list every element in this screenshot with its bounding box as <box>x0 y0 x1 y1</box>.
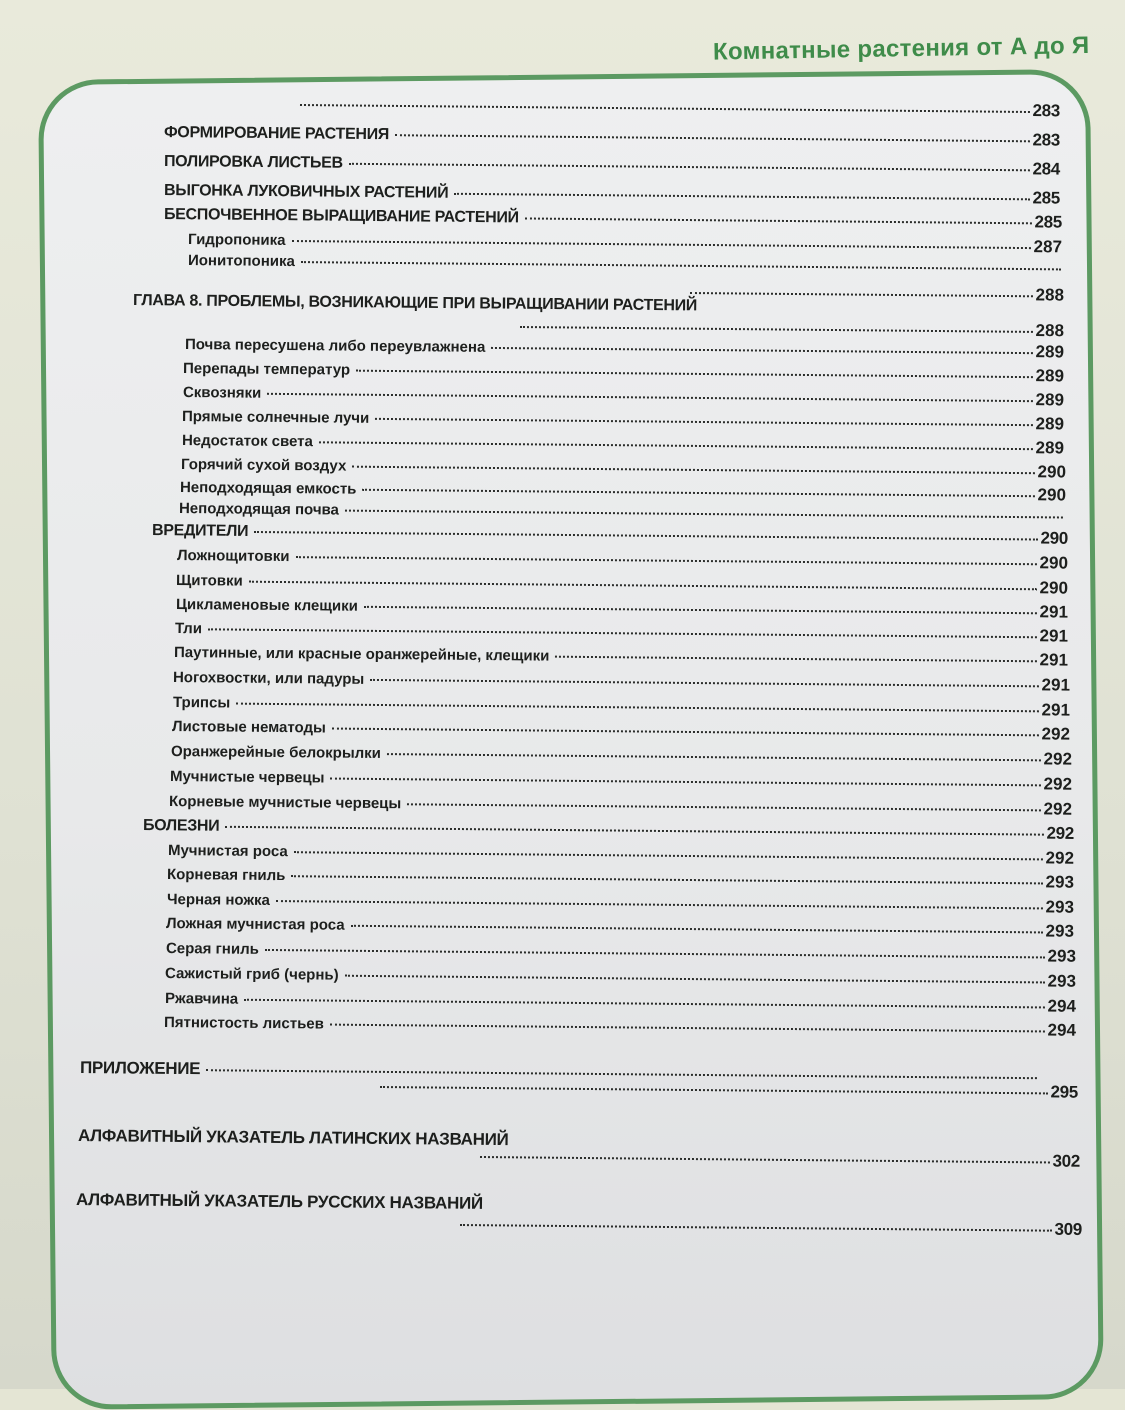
toc-entry <box>78 1126 480 1150</box>
toc-dot-leader <box>362 489 1034 497</box>
toc-entry-label: ВЫГОНКА ЛУКОВИЧНЫХ РАСТЕНИЙ <box>164 182 449 203</box>
toc-dot-leader <box>345 510 1063 519</box>
toc-entry-page-number: 290 <box>1037 462 1066 482</box>
toc-entry-label: Гидропоника <box>188 231 286 249</box>
toc-entry-label: Мучнистые червецы <box>170 768 325 786</box>
toc-dot-leader <box>407 803 1040 811</box>
toc-entry <box>166 913 1074 942</box>
toc-entry-page-number: 309 <box>1054 1220 1082 1240</box>
toc-dot-leader <box>352 466 1034 475</box>
toc-entry-label: Ржавчина <box>165 990 238 1008</box>
toc-dot-leader <box>249 581 1037 591</box>
toc-dot-leader <box>555 656 1036 663</box>
toc-entry-page-number: 290 <box>1039 553 1068 573</box>
toc-entry-page-number: 289 <box>1035 366 1064 386</box>
toc-entry-page-number: 293 <box>1047 971 1076 991</box>
toc-entry-label: Серая гниль <box>166 940 259 958</box>
toc-entry-label: ВРЕДИТЕЛИ <box>152 522 248 541</box>
toc-entry-page-number: 290 <box>1037 485 1066 505</box>
toc-entry-label: Ногохвостки, или падуры <box>173 669 364 688</box>
toc-entry-label: Сквозняки <box>183 384 261 402</box>
toc-dot-leader <box>244 999 1044 1009</box>
toc-entry-page-number: 289 <box>1035 438 1064 458</box>
toc-entry <box>690 282 1064 306</box>
toc-dot-leader <box>319 441 1033 450</box>
toc-dot-leader <box>375 418 1032 426</box>
toc-entry-page-number: 290 <box>1040 529 1068 549</box>
toc-entry-page-number: 291 <box>1041 675 1070 695</box>
toc-entry <box>183 358 1064 386</box>
toc-entry <box>76 1190 452 1214</box>
toc-dot-leader <box>330 1024 1045 1033</box>
toc-entry <box>173 667 1070 696</box>
toc-dot-leader <box>491 347 1032 354</box>
toc-entry-page-number: 292 <box>1041 724 1070 744</box>
toc-entry-label: Тли <box>175 620 202 637</box>
toc-dot-leader <box>295 556 1036 565</box>
toc-entry-label: Почва пересушена либо переувлажнена <box>185 336 486 356</box>
toc-entry <box>174 642 1068 671</box>
toc-entry <box>152 520 1068 549</box>
toc-entry-label: Паутинные, или красные оранжерейные, клещики <box>174 644 550 665</box>
toc-entry-label: Горячий сухой воздух <box>181 456 347 475</box>
toc-dot-leader <box>330 778 1040 787</box>
toc-dot-leader <box>345 975 1045 984</box>
toc-entry <box>164 151 1060 180</box>
toc-dot-leader <box>276 900 1043 909</box>
toc-entry <box>183 382 1064 410</box>
toc-entry-page-number: 292 <box>1043 799 1072 819</box>
toc-entry-page-number: 293 <box>1045 897 1074 917</box>
toc-dot-leader <box>349 163 1030 172</box>
toc-entry-label: Ионитопоника <box>188 252 295 270</box>
toc-entry <box>164 122 1060 151</box>
toc-dot-leader <box>690 292 1033 297</box>
toc-entry <box>143 815 1074 844</box>
toc-entry-label: БОЛЕЗНИ <box>143 817 220 836</box>
toc-entry <box>133 292 680 315</box>
toc-entry <box>164 204 1062 233</box>
toc-dot-leader <box>454 193 1029 201</box>
toc-entry <box>460 1214 1082 1240</box>
toc-entry <box>182 406 1064 434</box>
toc-entry-page-number: 293 <box>1045 921 1074 941</box>
toc-dot-leader <box>370 679 1038 687</box>
toc-entry-page-number: 293 <box>1047 946 1076 966</box>
toc-entry <box>480 1146 1080 1172</box>
toc-entry-page-number: 283 <box>1032 130 1060 150</box>
toc-entry-page-number: 295 <box>1050 1082 1078 1102</box>
toc-entry-page-number: 294 <box>1047 1020 1076 1040</box>
toc-dot-leader <box>395 134 1029 142</box>
toc-entry-label: Щитовки <box>176 572 243 590</box>
toc-entry-page-number: 285 <box>1034 212 1062 232</box>
toc-entry-label: Недостаток света <box>182 432 313 450</box>
toc-entry-label: Неподходящая емкость <box>180 479 357 498</box>
toc-entry-page-number: 289 <box>1035 390 1064 410</box>
toc-entry-page-number: 289 <box>1035 342 1064 362</box>
toc-entry-label: Ложная мучнистая роса <box>166 915 345 934</box>
toc-entry-label: Неподходящая почва <box>179 500 339 519</box>
toc-dot-leader <box>300 104 1030 113</box>
toc-dot-leader <box>291 875 1042 884</box>
toc-entry-label: ФОРМИРОВАНИЕ РАСТЕНИЯ <box>164 124 389 144</box>
toc-entry-page-number: 287 <box>1033 237 1062 257</box>
toc-dot-leader <box>460 1224 1052 1232</box>
toc-entry-page-number: 288 <box>1036 321 1065 341</box>
toc-dot-leader <box>351 925 1043 934</box>
toc-entry-page-number: 292 <box>1045 848 1074 868</box>
toc-entry <box>175 618 1068 647</box>
toc-dot-leader <box>208 628 1037 638</box>
toc-dot-leader <box>292 240 1031 249</box>
toc-entry <box>171 741 1072 770</box>
toc-entry-label: Листовые нематоды <box>172 718 326 736</box>
toc-dot-leader <box>380 1086 1048 1094</box>
toc-dot-leader <box>480 1156 1050 1163</box>
toc-entry-page-number: 289 <box>1035 414 1064 434</box>
toc-entry-page-number: 290 <box>1039 578 1068 598</box>
toc-entry <box>300 94 1060 121</box>
toc-entry-label: АЛФАВИТНЫЙ УКАЗАТЕЛЬ РУССКИХ НАЗВАНИЙ <box>76 1190 483 1214</box>
toc-entry <box>172 716 1070 745</box>
toc-entry-label: БЕСПОЧВЕННОЕ ВЫРАЩИВАНИЕ РАСТЕНИЙ <box>164 206 519 227</box>
toc-dot-leader <box>236 703 1038 713</box>
toc-entry-page-number: 292 <box>1043 774 1072 794</box>
toc-entry <box>167 864 1074 893</box>
toc-entry <box>176 594 1068 623</box>
toc-dot-leader <box>356 370 1033 378</box>
toc-dot-leader <box>254 531 1037 541</box>
toc-entry-page-number: 291 <box>1039 650 1068 670</box>
toc-entry-label: АЛФАВИТНЫЙ УКАЗАТЕЛЬ ЛАТИНСКИХ НАЗВАНИЙ <box>78 1126 509 1150</box>
toc-entry-label: ПОЛИРОВКА ЛИСТЬЕВ <box>164 153 343 173</box>
toc-entry-page-number: 292 <box>1043 749 1072 769</box>
toc-entry-label: ГЛАВА 8. ПРОБЛЕМЫ, ВОЗНИКАЮЩИЕ ПРИ ВЫРАЩИВАНИИ РАСТЕНИЙ <box>133 292 697 315</box>
toc-entry-label: ПРИЛОЖЕНИЕ <box>80 1058 200 1079</box>
toc-dot-leader <box>364 606 1037 614</box>
toc-entry-page-number: 284 <box>1032 159 1060 179</box>
toc-entry-page-number: 302 <box>1052 1151 1080 1171</box>
toc-entry-page-number: 292 <box>1046 824 1074 844</box>
toc-entry-page-number: 285 <box>1032 188 1060 208</box>
toc-entry-label: Корневая гниль <box>167 866 286 884</box>
toc-entry-label: Ложнощитовки <box>177 547 290 565</box>
toc-dot-leader <box>225 826 1043 836</box>
toc-entry-label: Цикламеновые клещики <box>176 596 358 615</box>
toc-entry-page-number: 288 <box>1036 285 1065 305</box>
toc-entry <box>177 545 1068 574</box>
toc-dot-leader <box>520 326 1033 333</box>
toc-entry-label: Прямые солнечные лучи <box>182 408 369 427</box>
toc-entry <box>169 791 1072 820</box>
toc-entry-label: Мучнистая роса <box>168 842 288 860</box>
toc-entry <box>164 1012 1076 1041</box>
toc-entry <box>165 963 1076 992</box>
toc-dot-leader <box>265 949 1045 958</box>
toc-entry-label: Пятнистость листьев <box>164 1014 324 1033</box>
toc-entry-label: Сажистый гриб (чернь) <box>165 965 339 984</box>
toc-entry-page-number: 294 <box>1047 996 1076 1016</box>
toc-entry <box>176 570 1068 599</box>
toc-entry-page-number: 293 <box>1045 872 1074 892</box>
book-title: Комнатные растения от А до Я <box>712 32 1089 67</box>
toc-entry-label: Трипсы <box>173 694 230 712</box>
toc-dot-leader <box>387 753 1041 761</box>
toc-entry <box>166 938 1076 967</box>
toc-entry <box>182 430 1064 458</box>
toc-dot-leader <box>267 393 1032 402</box>
toc-entry-label: Оранжерейные белокрылки <box>171 743 381 762</box>
toc-dot-leader <box>301 261 1061 270</box>
toc-entry-page-number: 291 <box>1041 700 1070 720</box>
toc-entry-label: Черная ножка <box>167 891 270 909</box>
toc-entry <box>170 766 1072 795</box>
toc-entry-page-number: 291 <box>1039 626 1068 646</box>
toc-entry-label: Перепады температур <box>183 360 350 379</box>
toc-dot-leader <box>332 728 1039 737</box>
toc-dot-leader <box>294 851 1043 860</box>
toc-entry-label: Корневые мучнистые червецы <box>169 793 401 812</box>
toc-dot-leader <box>525 217 1032 224</box>
toc-entry-page-number: 283 <box>1032 101 1060 121</box>
toc-entry-page-number: 291 <box>1039 602 1068 622</box>
